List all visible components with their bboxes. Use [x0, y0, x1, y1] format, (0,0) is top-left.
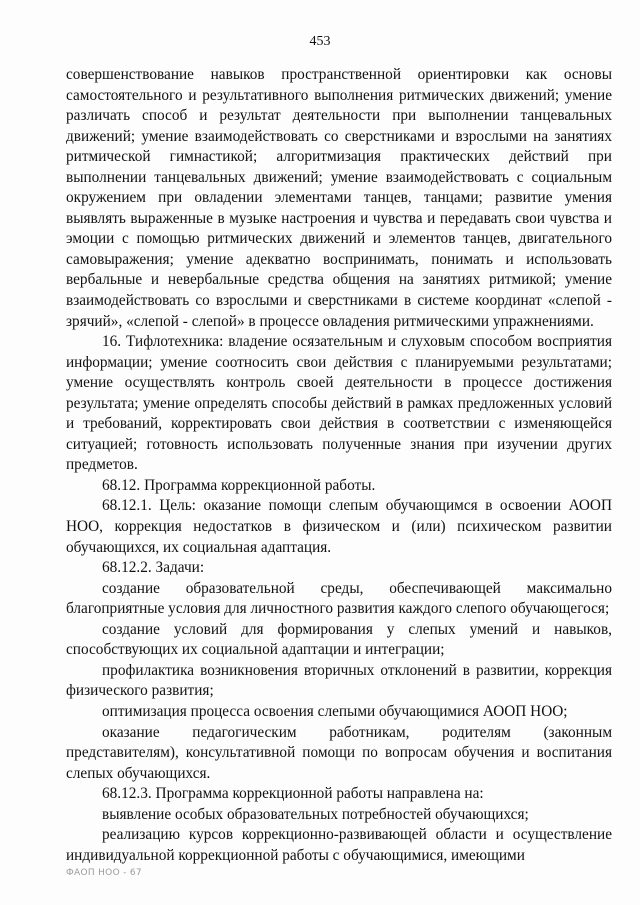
- footer-document-code: ФАОП НОО - 67: [66, 868, 142, 878]
- task-item: создание образовательной среды, обеспечивающей максимально благоприятные условия для личностного развития каждого слепого обучающегося;: [66, 579, 612, 618]
- paragraph-rhythm-skills: совершенствование навыков пространственной ориентировки как основы самостоятельного и результативного выполнения ритмических движений; умение различать способ и результат деятельности при выполнении танцевальных движений; умение взаимодействовать со сверстниками и взрослыми на занятиях ритмической гимнастикой; алгоритмизация практических действий при выполнении танцевальных движений; умение взаимодействовать с социальным окружением при овладении элементами танцев, танцами; развитие умения выявлять выраженные в музыке настроения и чувства и передавать свои чувства и эмоции с помощью ритмических движений и элементов танцев, двигательного самовыражения; умение адекватно воспринимать, понимать и использовать вербальные и невербальные средства общения на занятиях ритмикой; умение взаимодействовать со взрослыми и сверстниками в системе координат «слепой - зрячий», «слепой - слепой» в процессе овладения ритмическими упражнениями.: [66, 66, 612, 330]
- document-body: [66, 65, 612, 866]
- section-heading-directions: 68.12.3. Программа коррекционной работы направлена на:: [102, 785, 484, 803]
- paragraph-goal: 68.12.1. Цель: оказание помощи слепым обучающимся в освоении АООП НОО, коррекция недостатков в физическом и (или) психическом развитии обучающихся, их социальная адаптация.: [66, 497, 612, 556]
- task-item: оптимизация процесса освоения слепыми обучающимися АООП НОО;: [102, 702, 568, 720]
- task-item: оказание педагогическим работникам, родителям (законным представителям), консультативной помощи по вопросам обучения и воспитания слепых обучающихся.: [66, 723, 612, 782]
- task-item: профилактика возникновения вторичных отклонений в развитии, коррекция физического развития;: [66, 661, 612, 700]
- section-heading-tasks: 68.12.2. Задачи:: [102, 559, 205, 577]
- page-number: 453: [309, 34, 331, 49]
- direction-item: реализацию курсов коррекционно-развивающей области и осуществление индивидуальной коррекционной работы с обучающимися, имеющими: [66, 826, 612, 864]
- paragraph-tiflotechnika: 16. Тифлотехника: владение осязательным и слуховым способом восприятия информации; умение соотносить свои действия с планируемыми результатами; умение осуществлять контроль своей деятельности в процессе достижения результата; умение определять способы действий в рамках предложенных условий и требований, корректировать свои действия в соответствии с изменяющейся ситуацией; готовность использовать полученные знания при изучении других предметов.: [66, 333, 612, 474]
- direction-item: выявление особых образовательных потребностей обучающихся;: [102, 805, 529, 823]
- task-item: создание условий для формирования у слепых умений и навыков, способствующих их социальной адаптации и интеграции;: [66, 620, 612, 659]
- section-heading-correction-program: 68.12. Программа коррекционной работы.: [102, 476, 376, 494]
